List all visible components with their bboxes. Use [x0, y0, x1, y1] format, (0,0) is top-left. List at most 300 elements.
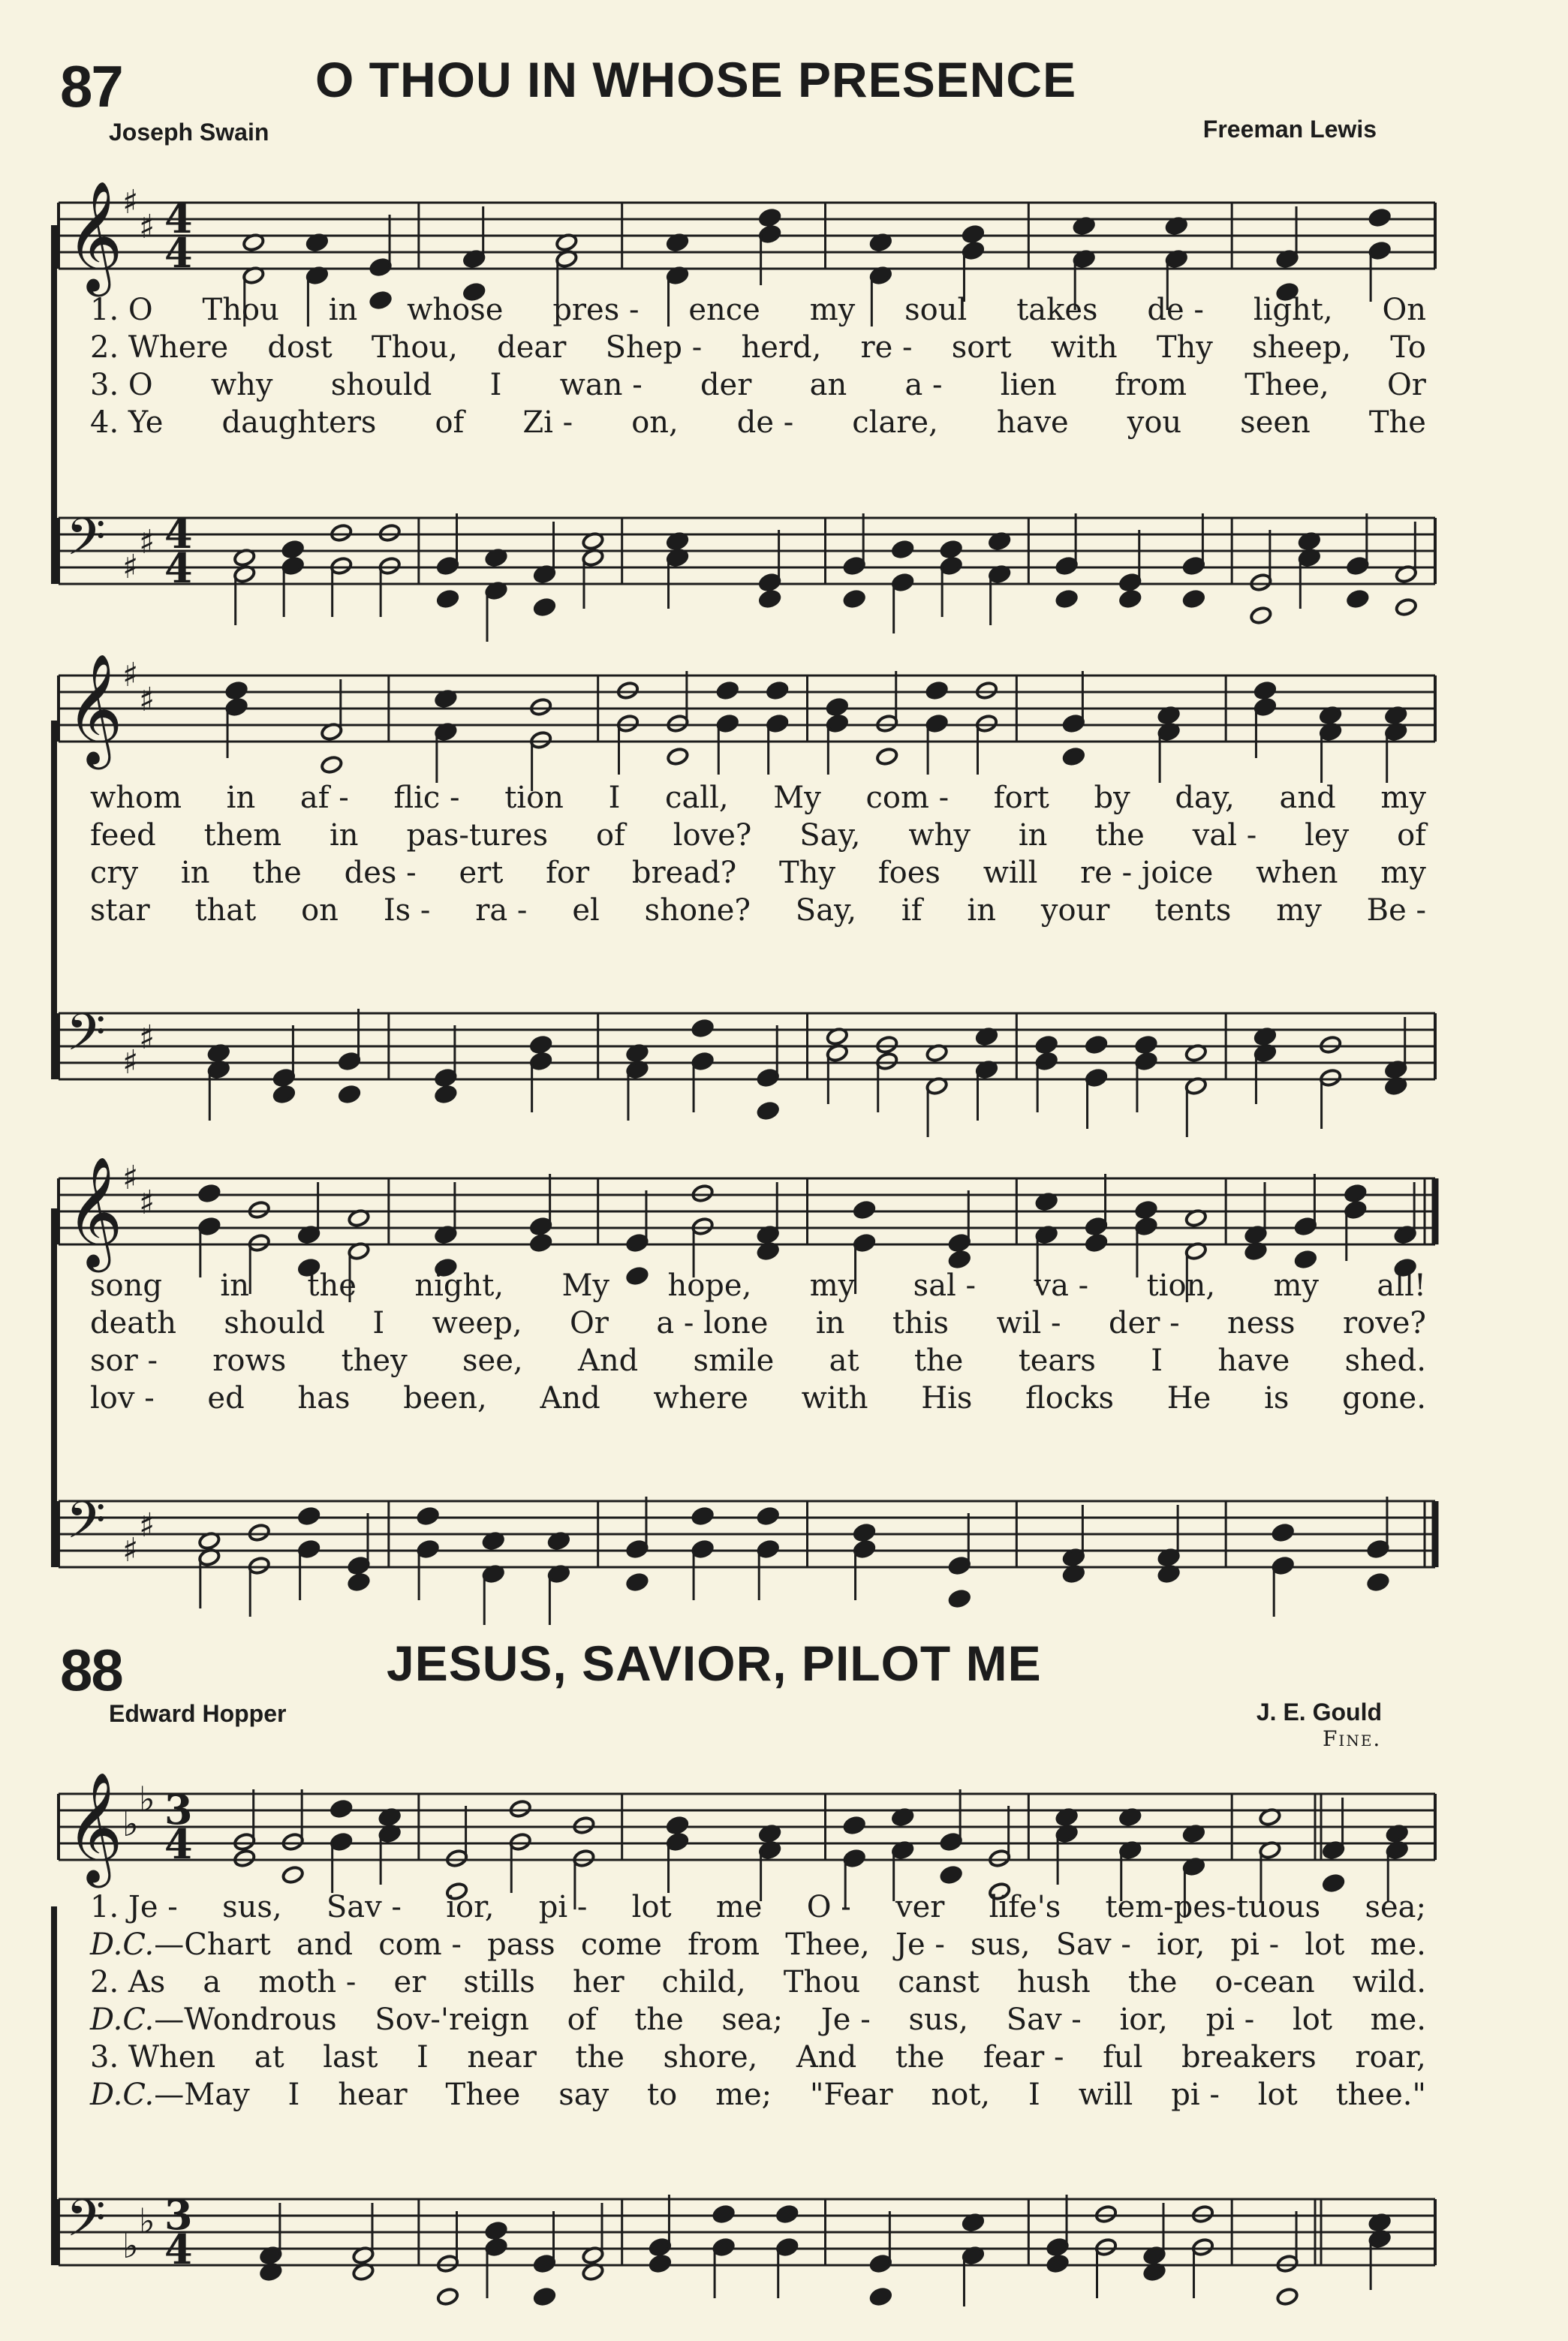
- lyric-word: Zi -: [522, 405, 573, 440]
- lyric-word: my: [1276, 893, 1322, 928]
- note: [485, 2221, 508, 2298]
- bass-clef-icon: 𝄢: [66, 508, 106, 579]
- lyric-word: song: [90, 1268, 162, 1303]
- lyric-word: re -: [860, 330, 913, 365]
- lyric-word: And: [796, 2040, 857, 2075]
- sharp-icon: ♯: [122, 1159, 139, 1197]
- notehead: [1272, 1523, 1295, 1542]
- lyric-word: see,: [462, 1344, 523, 1378]
- lyric-word: lien: [1000, 368, 1057, 402]
- notehead: [338, 1085, 361, 1104]
- note: [1322, 1798, 1345, 1893]
- notehead: [529, 1035, 552, 1055]
- lyric-word: 2. As: [90, 1965, 166, 1999]
- lyric-word: lot: [1292, 2002, 1332, 2037]
- notehead: [1253, 681, 1277, 700]
- notehead: [436, 589, 459, 609]
- lyric-word: why: [210, 368, 273, 402]
- treble-staff: [0, 638, 1568, 773]
- note: [1368, 2213, 1392, 2290]
- lyric-word: for: [546, 856, 590, 890]
- note: [417, 1506, 440, 1600]
- lyric-word: tion: [504, 781, 564, 815]
- lyric-word: ra -: [475, 893, 528, 928]
- lyric-word: on: [301, 893, 339, 928]
- bass-clef-icon: 𝄢: [66, 1491, 106, 1563]
- lyric-word: stills: [463, 1965, 535, 1999]
- music-credit: Freeman Lewis: [1202, 116, 1377, 143]
- note: [436, 513, 459, 609]
- flat-icon: ♭: [122, 2225, 139, 2266]
- lyric-word: my: [1380, 781, 1426, 815]
- lyric-word: whom: [90, 781, 182, 815]
- lyric-line: [90, 1965, 1426, 2002]
- bass-staff: [0, 480, 1568, 615]
- note: [1118, 530, 1142, 609]
- note: [940, 1789, 963, 1885]
- lyric-word: child,: [661, 1965, 746, 1999]
- note: [1276, 2211, 1299, 2306]
- note: [766, 681, 789, 775]
- lyric-word: I: [417, 2040, 429, 2075]
- sharp-icon: ♯: [122, 183, 139, 221]
- note: [1055, 1807, 1079, 1885]
- notehead: [378, 523, 402, 543]
- note: [691, 1019, 715, 1112]
- dc-word-group: [90, 2002, 337, 2037]
- note: [891, 1807, 914, 1901]
- lyric-word: life's: [989, 1890, 1061, 1924]
- note: [482, 1531, 505, 1625]
- notehead: [1294, 1250, 1317, 1269]
- treble-clef-icon: 𝄞: [66, 1156, 123, 1268]
- lyric-word: me: [715, 1890, 763, 1924]
- lyric-word: shone?: [644, 893, 751, 928]
- notehead: [248, 1200, 271, 1220]
- lyric-word: wil -: [996, 1306, 1061, 1341]
- notehead: [509, 1799, 532, 1819]
- note: [1347, 513, 1370, 609]
- lyric-word: weep,: [432, 1306, 522, 1341]
- lyric-word: Shep -: [605, 330, 703, 365]
- notehead: [281, 1865, 305, 1885]
- note: [281, 1789, 305, 1885]
- note: [378, 523, 402, 617]
- flat-icon: ♭: [122, 1804, 139, 1844]
- lyric-word: ed: [207, 1381, 245, 1416]
- lyric-word: they: [341, 1344, 408, 1378]
- notehead: [616, 681, 640, 700]
- lyric-word: flocks: [1025, 1381, 1115, 1416]
- lyric-word: been,: [403, 1381, 487, 1416]
- lyric-word: in: [967, 893, 996, 928]
- lyric-word: de -: [736, 405, 794, 440]
- note: [435, 1025, 458, 1104]
- time-signature-top: 4: [164, 510, 193, 558]
- lyrics-block: [90, 1268, 1426, 1419]
- lyric-word: pres -: [552, 293, 640, 327]
- notehead: [1118, 589, 1142, 609]
- note: [225, 681, 248, 758]
- lyric-word: I: [372, 1306, 385, 1341]
- fine-marking: Fine.: [1323, 1726, 1382, 1751]
- lyric-word: Or: [1387, 368, 1426, 402]
- lyric-word: —Chart: [154, 1927, 271, 1962]
- notehead: [485, 2221, 508, 2240]
- note: [435, 689, 458, 783]
- notehead: [962, 224, 985, 244]
- note: [758, 208, 781, 285]
- lyric-word: breakers: [1181, 2040, 1317, 2075]
- note: [1055, 513, 1079, 609]
- lyric-word: I: [608, 781, 621, 815]
- lyric-word: Je -: [820, 2002, 871, 2037]
- lyric-word: clare,: [852, 405, 938, 440]
- lyric-word: flic -: [393, 781, 460, 815]
- lyric-word: the: [252, 856, 302, 890]
- lyric-word: er: [393, 1965, 426, 1999]
- lyric-word: fear -: [983, 2040, 1064, 2075]
- note: [1094, 2204, 1118, 2298]
- notehead: [666, 1816, 689, 1835]
- note: [529, 1035, 552, 1112]
- lyric-word: the: [1127, 1965, 1178, 1999]
- notehead: [435, 1085, 458, 1104]
- note: [198, 1531, 221, 1608]
- lyric-line: [90, 330, 1426, 368]
- note: [691, 1506, 715, 1600]
- notehead: [691, 1184, 715, 1203]
- dc-word-group: [90, 2078, 250, 2112]
- notehead: [529, 697, 552, 717]
- dc-marking: D.C.: [90, 1927, 155, 1962]
- note: [297, 1182, 321, 1277]
- notehead: [691, 1506, 715, 1526]
- note: [948, 1190, 971, 1269]
- notehead: [667, 747, 690, 766]
- note: [1344, 1184, 1367, 1261]
- note: [338, 1009, 361, 1104]
- lyric-word: canst: [898, 1965, 980, 1999]
- note: [1085, 1035, 1108, 1129]
- lyric-word: my: [1273, 1268, 1319, 1303]
- lyric-word: with: [801, 1381, 868, 1416]
- notehead: [1035, 1035, 1058, 1055]
- lyric-word: my: [809, 293, 856, 327]
- lyric-word: Thy: [1156, 330, 1213, 365]
- lyric-word: thee.": [1335, 2078, 1426, 2112]
- lyric-word: at: [829, 1344, 859, 1378]
- lyric-word: of: [1397, 818, 1426, 853]
- lyric-word: star: [90, 893, 150, 928]
- notehead: [853, 1523, 876, 1542]
- lyric-word: Thee,: [1244, 368, 1329, 402]
- lyric-word: roar,: [1355, 2040, 1426, 2075]
- lyric-word: I: [489, 368, 502, 402]
- notehead: [1055, 589, 1079, 609]
- lyric-word: on,: [631, 405, 679, 440]
- note: [1182, 513, 1205, 609]
- lyric-word: hope,: [667, 1268, 752, 1303]
- lyric-word: 2. Where: [90, 330, 229, 365]
- note: [1062, 671, 1085, 766]
- dc-word-group: [90, 1927, 271, 1962]
- note: [533, 2211, 556, 2306]
- note: [320, 679, 343, 775]
- note: [649, 2195, 672, 2273]
- lyric-word: Thou,: [371, 330, 458, 365]
- lyric-word: in: [180, 856, 210, 890]
- notehead: [248, 1523, 271, 1542]
- lyric-word: moth -: [258, 1965, 357, 1999]
- lyric-word: Thou: [202, 293, 279, 327]
- lyric-word: der -: [1108, 1306, 1180, 1341]
- lyric-word: sus,: [971, 1927, 1031, 1962]
- lyric-word: —Wondrous: [154, 2002, 337, 2037]
- note: [1368, 208, 1392, 302]
- lyric-word: Sav -: [1055, 1927, 1131, 1962]
- lyric-word: ness: [1227, 1306, 1296, 1341]
- lyric-word: I: [1151, 1344, 1163, 1378]
- note: [616, 681, 640, 775]
- lyric-word: ior,: [446, 1890, 495, 1924]
- note: [667, 671, 690, 766]
- note: [1298, 531, 1321, 609]
- notehead: [1135, 1200, 1158, 1220]
- lyric-word: wild.: [1352, 1965, 1426, 1999]
- lyric-word: sheep,: [1252, 330, 1352, 365]
- words-credit: Joseph Swain: [109, 119, 269, 146]
- lyric-word: der: [700, 368, 752, 402]
- lyric-word: ver: [895, 1890, 945, 1924]
- lyric-word: this: [892, 1306, 950, 1341]
- note: [233, 1789, 256, 1868]
- note: [925, 681, 949, 775]
- note: [330, 523, 353, 617]
- sharp-icon: ♯: [122, 548, 139, 586]
- bass-staff: [0, 1464, 1568, 1599]
- lyric-word: 4. Ye: [90, 405, 164, 440]
- note: [582, 531, 605, 609]
- lyric-line: [90, 1381, 1426, 1419]
- notehead: [225, 681, 248, 700]
- notehead: [843, 589, 866, 609]
- note: [1184, 1043, 1208, 1137]
- notehead: [757, 1101, 780, 1121]
- note: [712, 2204, 736, 2298]
- lyric-word: el: [572, 893, 600, 928]
- lyric-word: sea;: [1365, 1890, 1426, 1924]
- lyric-line: [90, 1306, 1426, 1344]
- lyric-word: fort: [993, 781, 1049, 815]
- note: [691, 1184, 715, 1277]
- time-signature-bottom: 4: [164, 544, 193, 592]
- lyric-word: de -: [1147, 293, 1204, 327]
- sharp-icon: ♯: [139, 681, 155, 719]
- notehead: [853, 1200, 876, 1220]
- notehead: [891, 540, 914, 559]
- note: [1085, 1174, 1108, 1253]
- notehead: [826, 697, 849, 717]
- lyric-word: come: [580, 1927, 662, 1962]
- lyric-word: Say,: [795, 893, 857, 928]
- flat-icon: ♭: [139, 1779, 155, 1819]
- lyric-word: sus,: [908, 2002, 968, 2037]
- lyric-word: death: [90, 1306, 176, 1341]
- lyric-word: My: [773, 781, 821, 815]
- lyric-line: [90, 293, 1426, 330]
- notehead: [436, 2287, 459, 2306]
- note: [666, 531, 689, 609]
- lyric-word: by: [1094, 781, 1130, 815]
- lyric-word: foes: [877, 856, 940, 890]
- lyric-word: Is -: [383, 893, 431, 928]
- sharp-icon: ♯: [139, 1019, 155, 1057]
- note: [1276, 206, 1299, 302]
- lyrics-block: [90, 781, 1426, 931]
- notehead: [1395, 597, 1418, 617]
- notehead: [1085, 1035, 1108, 1055]
- lyric-word: He: [1166, 1381, 1211, 1416]
- lyric-word: where: [653, 1381, 748, 1416]
- note: [1253, 681, 1277, 758]
- note: [975, 681, 998, 775]
- lyric-word: night,: [414, 1268, 504, 1303]
- notehead: [272, 1085, 296, 1104]
- lyric-word: dear: [497, 330, 567, 365]
- lyric-word: Thy: [779, 856, 836, 890]
- note: [248, 1523, 271, 1617]
- lyric-word: pass: [487, 1927, 555, 1962]
- lyric-line: [90, 856, 1426, 893]
- bass-staff: [0, 976, 1568, 1111]
- lyric-word: from: [1115, 368, 1187, 402]
- note: [272, 1025, 296, 1104]
- note: [445, 1806, 468, 1901]
- lyric-word: at: [254, 2040, 284, 2075]
- note: [891, 540, 914, 633]
- treble-clef-icon: 𝄞: [66, 180, 123, 292]
- lyric-word: an: [809, 368, 847, 402]
- notehead: [757, 1506, 780, 1526]
- sharp-icon: ♯: [139, 1506, 155, 1545]
- notehead: [869, 2287, 892, 2306]
- lyric-word: ley: [1305, 818, 1350, 853]
- lyric-word: from: [688, 1927, 760, 1962]
- lyric-word: all!: [1377, 1268, 1426, 1303]
- notehead: [1085, 1233, 1108, 1253]
- lyric-word: cry: [90, 856, 139, 890]
- lyric-word: va -: [1034, 1268, 1089, 1303]
- lyric-word: Be -: [1366, 893, 1426, 928]
- lyric-word: rows: [212, 1344, 287, 1378]
- note: [233, 548, 256, 625]
- lyric-word: when: [1256, 856, 1338, 890]
- sharp-icon: ♯: [139, 1184, 155, 1222]
- lyric-word: ert: [459, 856, 504, 890]
- lyric-word: Thou: [783, 1965, 861, 1999]
- note: [1272, 1523, 1295, 1617]
- notehead: [330, 523, 353, 543]
- hymn-title: O THOU IN WHOSE PRESENCE: [315, 52, 1077, 107]
- lyric-word: should: [330, 368, 432, 402]
- lyric-line: [90, 405, 1426, 443]
- notehead: [1135, 1035, 1158, 1055]
- lyric-word: To: [1390, 330, 1426, 365]
- lyric-word: —May: [154, 2078, 250, 2112]
- note: [940, 540, 963, 617]
- lyric-word: love?: [673, 818, 752, 853]
- lyric-word: com -: [865, 781, 950, 815]
- lyric-word: with: [1050, 330, 1118, 365]
- lyric-word: my: [809, 1268, 856, 1303]
- lyric-word: of: [435, 405, 465, 440]
- lyric-word: will: [983, 856, 1038, 890]
- lyric-word: Or: [569, 1306, 609, 1341]
- note: [1046, 2195, 1070, 2273]
- note: [1319, 1035, 1342, 1129]
- notehead: [1046, 2254, 1070, 2273]
- notehead: [716, 681, 739, 700]
- lyric-word: ior,: [1119, 2002, 1168, 2037]
- lyric-word: herd,: [741, 330, 822, 365]
- notehead: [940, 1865, 963, 1885]
- lyric-line: [90, 818, 1426, 856]
- notehead: [1094, 2204, 1118, 2224]
- lyric-word: tem-pes-tuous: [1105, 1890, 1321, 1924]
- lyric-line: [90, 1268, 1426, 1306]
- lyric-word: O -: [806, 1890, 851, 1924]
- lyric-word: me;: [715, 2078, 772, 2112]
- lyric-word: re - joice: [1080, 856, 1214, 890]
- lyric-word: to: [647, 2078, 678, 2112]
- lyric-word: Say,: [799, 818, 861, 853]
- lyric-word: you: [1127, 405, 1182, 440]
- lyric-word: seen: [1240, 405, 1311, 440]
- lyric-word: wan -: [559, 368, 643, 402]
- lyric-line: [90, 2078, 1426, 2115]
- lyric-word: pi -: [1205, 2002, 1255, 2037]
- lyric-word: feed: [90, 818, 156, 853]
- lyric-word: in: [226, 781, 256, 815]
- time-signature-top: 4: [164, 194, 193, 242]
- lyric-word: sea;: [721, 2002, 784, 2037]
- lyric-word: call,: [665, 781, 729, 815]
- lyric-line: [90, 368, 1426, 405]
- lyric-word: in: [1018, 818, 1048, 853]
- lyric-word: my: [1380, 856, 1426, 890]
- note: [330, 1799, 353, 1893]
- lyric-word: the: [895, 2040, 945, 2075]
- lyric-word: ence: [688, 293, 760, 327]
- note: [1319, 706, 1342, 783]
- note: [1035, 1035, 1058, 1112]
- time-signature-bottom: 4: [164, 229, 193, 277]
- lyric-word: her: [573, 1965, 624, 1999]
- note: [757, 1025, 780, 1121]
- notehead: [758, 208, 781, 227]
- notehead: [948, 1250, 971, 1269]
- lyric-word: pas-tures: [406, 818, 549, 853]
- lyric-word: dost: [267, 330, 333, 365]
- lyric-word: them: [203, 818, 282, 853]
- lyric-word: why: [908, 818, 971, 853]
- notehead: [948, 1589, 971, 1608]
- lyric-line: [90, 1890, 1426, 1927]
- notehead: [233, 1849, 256, 1868]
- note: [843, 513, 866, 609]
- lyric-word: in: [329, 818, 359, 853]
